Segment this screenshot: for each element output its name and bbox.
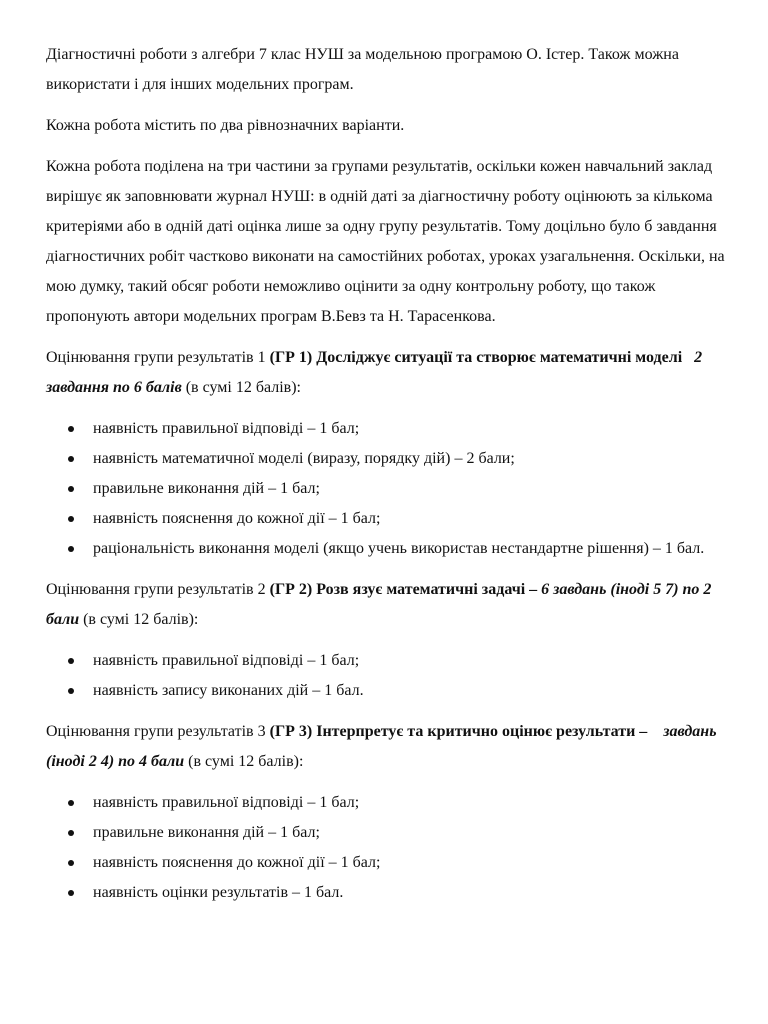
bullet-icon	[68, 456, 74, 462]
bullet-icon	[68, 426, 74, 432]
criterion-text: наявність правильної відповіді – 1 бал;	[93, 794, 360, 811]
list-item	[46, 676, 730, 706]
criterion-text: наявність математичної моделі (виразу, порядку дій) – 2 бали;	[93, 450, 515, 467]
group-2-criteria-list	[46, 646, 730, 706]
group-1-criteria-list	[46, 414, 730, 564]
criterion-text: правильне виконання дій – 1 бал;	[93, 480, 320, 497]
group-3-criteria-list	[46, 788, 730, 908]
bullet-icon	[68, 546, 74, 552]
list-item	[46, 646, 730, 676]
list-item	[46, 534, 730, 564]
group-3-lead: Оцінювання групи результатів 3	[46, 723, 270, 740]
group-1-heading	[46, 343, 730, 403]
criterion-text: раціональність виконання моделі (якщо учень використав нестандартне рішення) – 1 бал.	[93, 540, 705, 557]
bullet-icon	[68, 890, 74, 896]
criterion-text: наявність оцінки результатів – 1 бал.	[93, 884, 344, 901]
group-1-gap	[682, 349, 694, 366]
criterion-text: наявність запису виконаних дій – 1 бал.	[93, 682, 364, 699]
group-3-heading	[46, 717, 730, 777]
group-3-gap	[647, 723, 663, 740]
group-3-title: (ГР 3) Інтерпретує та критично оцінює результати –	[269, 723, 648, 740]
list-item	[46, 788, 730, 818]
bullet-icon	[68, 860, 74, 866]
bullet-icon	[68, 688, 74, 694]
group-1-title: (ГР 1) Досліджує ситуації та створює математичні моделі	[269, 349, 683, 366]
bullet-icon	[68, 658, 74, 664]
criterion-text: наявність правильної відповіді – 1 бал;	[93, 420, 360, 437]
list-item	[46, 848, 730, 878]
group-1-lead: Оцінювання групи результатів 1	[46, 349, 270, 366]
intro-paragraph-3: Кожна робота поділена на три частини за групами результатів, оскільки кожен навчальний заклад вирішує як заповнювати журнал НУШ: в одній даті за діагностичну роботу оцінюють за кількома критеріями або в одній даті оцінка лише за одну групу результатів. Тому доцільно було б завдання діагностичних робіт частково виконати на самостійних роботах, уроках узагальнення. Оскільки, на мою думку, такий обсяг роботи неможливо оцінити за одну контрольну роботу, що також пропонують автори модельних програм В.Бевз та Н. Тарасенкова.	[46, 158, 725, 325]
bullet-icon	[68, 830, 74, 836]
criterion-text: наявність пояснення до кожної дії – 1 бал;	[93, 854, 381, 871]
group-3-tasks: завдань (іноді 2 4) по 4 бали	[46, 723, 717, 770]
group-2-title: (ГР 2) Розв язує математичні задачі –	[269, 581, 542, 598]
bullet-icon	[68, 516, 74, 522]
criterion-text: наявність правильної відповіді – 1 бал;	[93, 652, 360, 669]
document-page	[46, 40, 730, 919]
list-item	[46, 474, 730, 504]
group-3-tail: (в сумі 12 балів):	[184, 753, 304, 770]
bullet-icon	[68, 486, 74, 492]
bullet-icon	[68, 800, 74, 806]
group-2-tail: (в сумі 12 балів):	[79, 611, 199, 628]
group-1-tail: (в сумі 12 балів):	[181, 379, 301, 396]
list-item	[46, 504, 730, 534]
group-1-tasks: 2 завдання по 6 балів	[46, 349, 703, 396]
intro-paragraph-2: Кожна робота містить по два рівнозначних варіанти.	[46, 117, 405, 134]
group-2-heading	[46, 575, 730, 635]
group-2-lead: Оцінювання групи результатів 2	[46, 581, 270, 598]
list-item	[46, 878, 730, 908]
list-item	[46, 818, 730, 848]
group-2-tasks: 6 завдань (іноді 5 7) по 2 бали	[46, 581, 712, 628]
criterion-text: наявність пояснення до кожної дії – 1 бал;	[93, 510, 381, 527]
list-item	[46, 414, 730, 444]
criterion-text: правильне виконання дій – 1 бал;	[93, 824, 320, 841]
list-item	[46, 444, 730, 474]
intro-paragraph-1: Діагностичні роботи з алгебри 7 клас НУШ за модельною програмою О. Істер. Також можна використати і для інших модельних програм.	[46, 46, 679, 93]
